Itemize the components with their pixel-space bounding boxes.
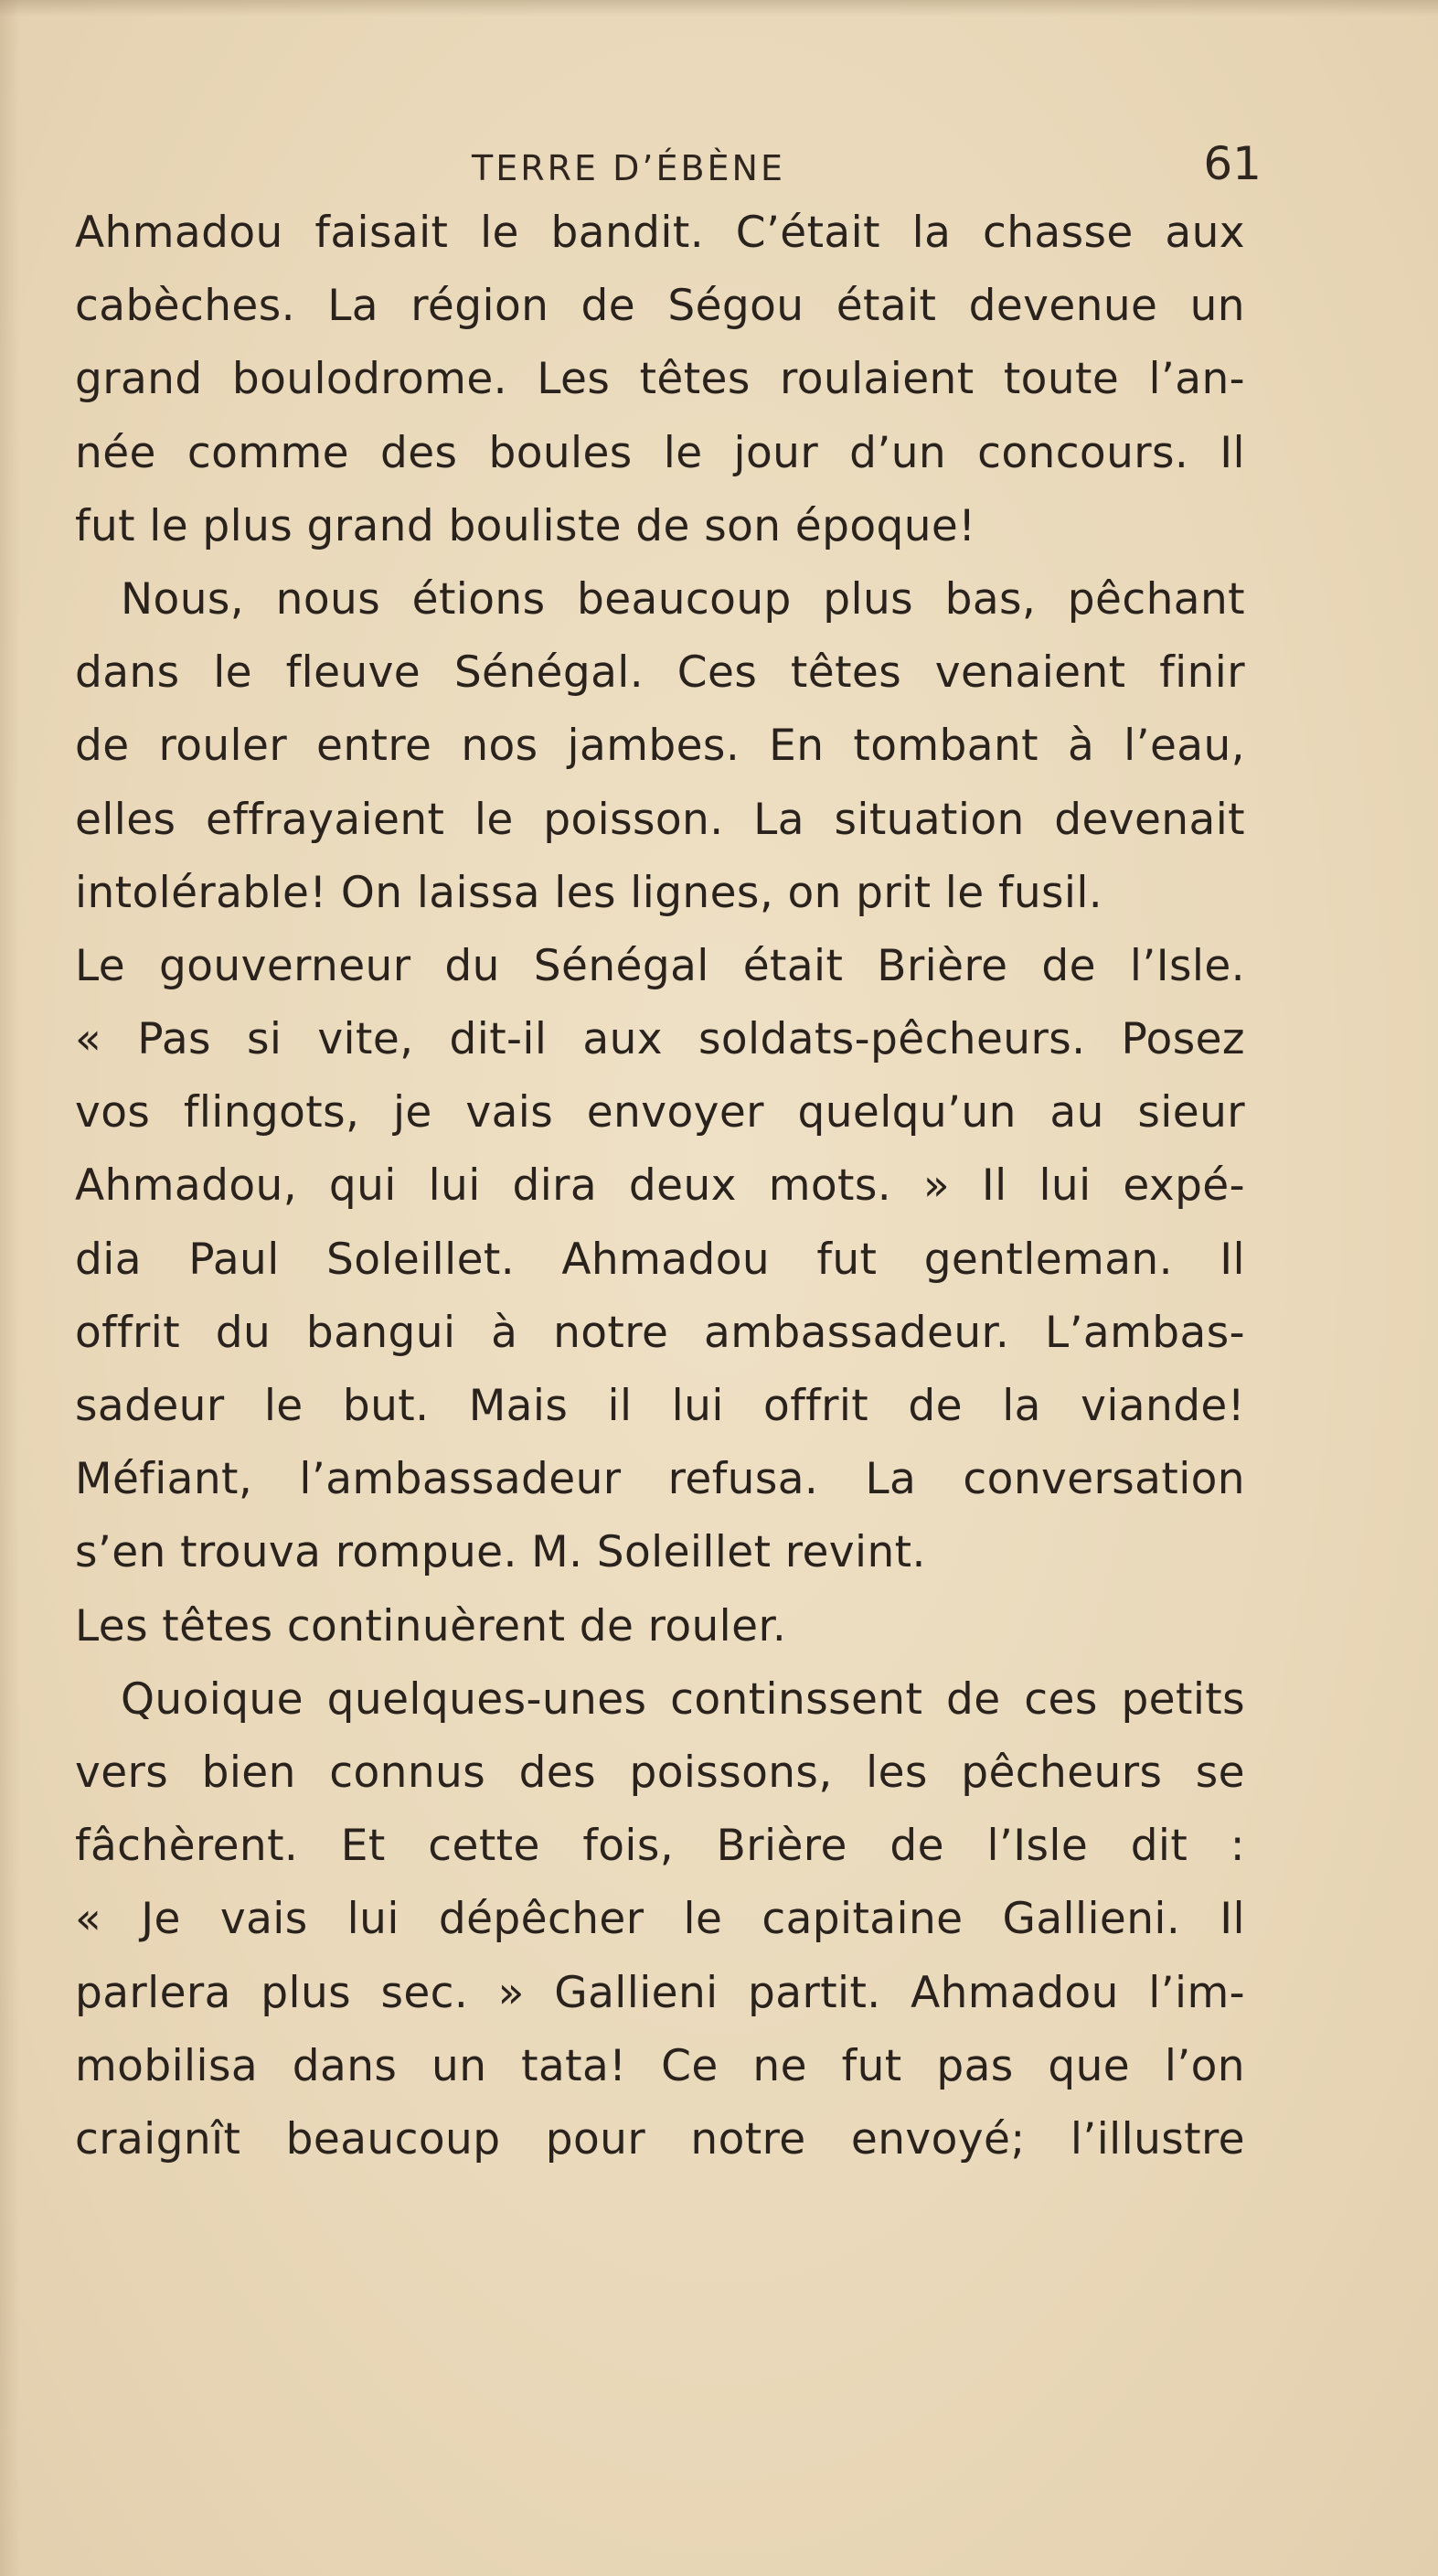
- text-line: Le gouverneur du Sénégal était Brière de l’Isle.: [75, 940, 1245, 991]
- text-line: offrit du bangui à notre ambassadeur. L’ambas-: [75, 1307, 1245, 1358]
- text-line: mobilisa dans un tata! Ce ne fut pas que l’on: [75, 2040, 1245, 2091]
- text-line: elles effrayaient le poisson. La situation devenait: [75, 794, 1245, 845]
- body-text: [75, 197, 1245, 2176]
- running-title: TERRE D’ÉBÈNE: [472, 148, 785, 188]
- text-line: intolérable! On laissa les lignes, on prit le fusil.: [75, 867, 1103, 918]
- text-line: Ahmadou faisait le bandit. C’était la chasse aux: [75, 208, 1245, 258]
- text-line: Ahmadou, qui lui dira deux mots. » Il lui expé-: [75, 1160, 1245, 1212]
- text-line: grand boulodrome. Les têtes roulaient toute l’an-: [75, 354, 1245, 405]
- text-line: cabèches. La région de Ségou était devenue un: [75, 281, 1245, 332]
- text-line: née comme des boules le jour d’un concours. Il: [75, 427, 1245, 478]
- page-header: [73, 137, 1262, 201]
- text-line: Nous, nous étions beaucoup plus bas, pêchant: [121, 573, 1245, 625]
- text-line: sadeur le but. Mais il lui offrit de la viande!: [75, 1381, 1245, 1431]
- text-line: fâchèrent. Et cette fois, Brière de l’Isle dit :: [75, 1821, 1245, 1872]
- text-line: s’en trouva rompue. M. Soleillet revint.: [75, 1527, 926, 1578]
- text-line: « Pas si vite, dit-il aux soldats-pêcheurs. Posez: [75, 1014, 1245, 1065]
- text-line: fut le plus grand bouliste de son époque!: [75, 500, 976, 551]
- paragraph: [75, 1590, 1245, 1663]
- text-line: « Je vais lui dépêcher le capitaine Gallieni. Il: [75, 1894, 1245, 1945]
- text-line: Méfiant, l’ambassadeur refusa. La conversation: [75, 1454, 1245, 1505]
- text-line: de rouler entre nos jambes. En tombant à l’eau,: [75, 721, 1245, 772]
- text-line: craignît beaucoup pour notre envoyé; l’illustre: [75, 2113, 1245, 2164]
- text-line: Quoique quelques-unes continssent de ces petits: [121, 1673, 1245, 1725]
- text-line: parlera plus sec. » Gallieni partit. Ahmadou l’im-: [75, 1967, 1245, 2018]
- text-line: dia Paul Soleillet. Ahmadou fut gentleman. Il: [75, 1234, 1245, 1285]
- page-number: 61: [1203, 137, 1262, 190]
- text-line: dans le fleuve Sénégal. Ces têtes venaient finir: [75, 647, 1245, 699]
- paragraph: [75, 930, 1245, 1590]
- paragraph: [75, 563, 1245, 930]
- paragraph: [75, 1663, 1245, 2176]
- text-line: Les têtes continuèrent de rouler.: [75, 1600, 787, 1651]
- text-line: vos flingots, je vais envoyer quelqu’un au sieur: [75, 1087, 1245, 1138]
- paragraph: [75, 197, 1245, 563]
- text-line: vers bien connus des poissons, les pêcheurs se: [75, 1747, 1245, 1798]
